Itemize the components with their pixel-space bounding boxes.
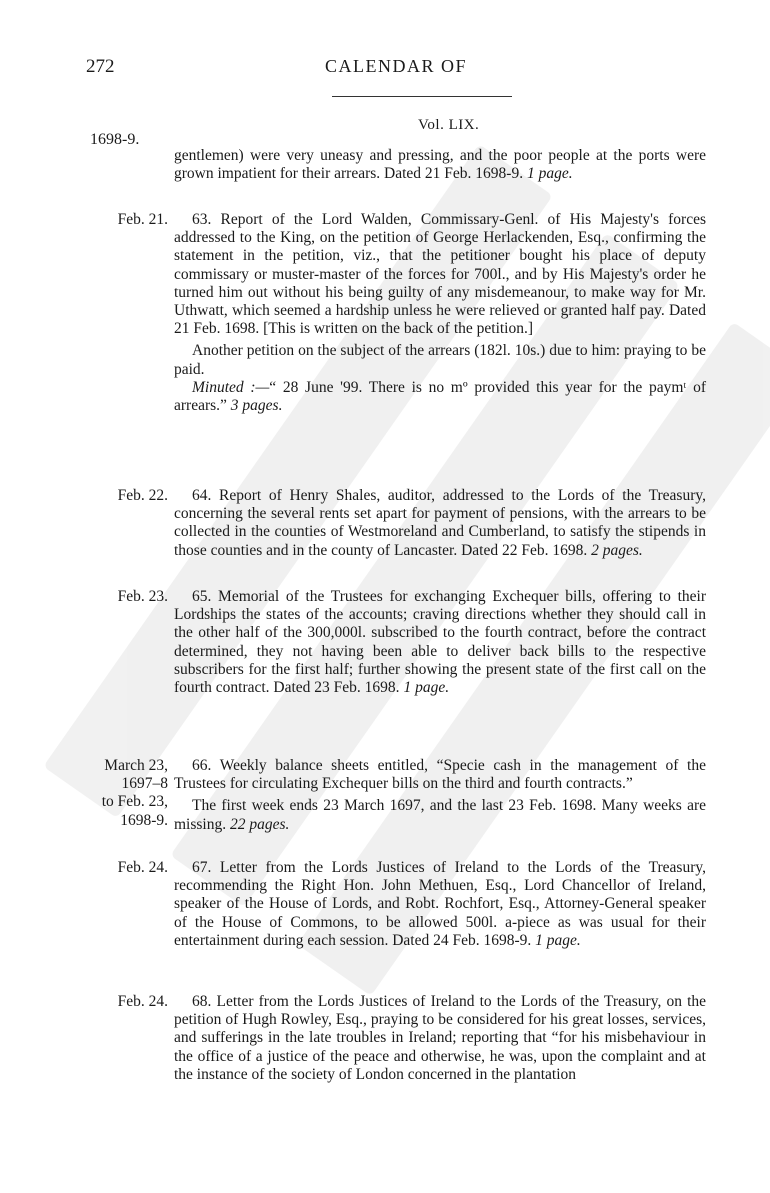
date-line: March 23,	[104, 757, 168, 774]
page-count: 22 pages.	[229, 815, 290, 833]
volume-label: Vol. LIX.	[418, 117, 480, 133]
running-title: CALENDAR OF	[325, 56, 468, 76]
year-label: 1698-9.	[90, 131, 140, 148]
entry-date-range	[76, 757, 168, 830]
entry-text: 67. Letter from the Lords Justices of Ireland to the Lords of the Treasury, recommending the Right Hon. John Methuen, Esq., Lord Chancellor of Ireland, speaker of the House of Lords, and Robt. Rochfort, Esq., Attorney-General speaker of the House of Commons, to be allowed 500l. a-piece as was usual for their entertainment during each session. Dated 24 Feb. 1698-9.	[174, 859, 706, 949]
entry-date: Feb. 22.	[117, 487, 168, 504]
entry-subtext: Another petition on the subject of the arrears (182l. 10s.) due to him: praying to be paid.	[174, 342, 706, 378]
page-count: 1 page.	[535, 931, 581, 949]
date-line: to Feb. 23,	[101, 793, 168, 811]
entry-text: 63. Report of the Lord Walden, Commissary-Genl. of His Majesty's forces addressed to the King, on the petition of George Herlackenden, Esq., confirming the statement in the petition, viz., that the petitioner bought his place of deputy commissary or muster-master of the forces for 700l., and by His Majesty's order he turned him out without his being guilty of any misdemeanour, to make way for Mr. Uthwatt, which seemed a hardship unless he were relieved or granted half pay. Dated 21 Feb. 1698. [This is written on the back of the petition.]	[174, 211, 706, 338]
page-count: 3 pages.	[230, 397, 283, 415]
entry-body	[174, 487, 706, 560]
entry-text: 68. Letter from the Lords Justices of Ireland to the Lords of the Treasury, on the petition of Hugh Rowley, Esq., praying to be considered for his great losses, services, and sufferings in the late troubles in Ireland; reporting that “for his misbehaviour in the office of a justice of the peace and otherwise, he was, upon the complaint and at the instance of the society of London concerned in the plantation	[174, 993, 706, 1083]
page-count: 1 page.	[526, 165, 573, 183]
entry-text: 64. Report of Henry Shales, auditor, addressed to the Lords of the Treasury, concerning the several rents set apart for payment of pensions, with the arrears to be collected in the counties of Westmoreland and Cumberland, to satisfy the stipends in those counties and in the county of Lancaster. Dated 22 Feb. 1698.	[174, 487, 706, 559]
entry-text: gentlemen) were very uneasy and pressing, and the poor people at the ports were grown impatient for their arrears. Dated 21 Feb. 1698-9.	[174, 147, 706, 183]
entry-body	[174, 588, 706, 697]
date-line: 1698-9.	[120, 811, 168, 829]
entry-body	[174, 757, 706, 834]
page-count: 2 pages.	[591, 541, 643, 559]
entry-subtext: The first week ends 23 March 1697, and the last 23 Feb. 1698. Many weeks are missing.	[174, 797, 706, 833]
page-header	[0, 56, 770, 86]
entry-date: Feb. 23.	[117, 588, 168, 605]
entry-date: Feb. 24.	[117, 859, 168, 876]
entry-text: 65. Memorial of the Trustees for exchanging Exchequer bills, offering to their Lordships the states of the accounts; craving directions whether they should call in the other half of the 300,000l. subscribed to the fourth contract, before the contract determined, they not having been able to deliver back bills to the respective subscribers for the first half; further showing the present state of the first call on the fourth contract. Dated 23 Feb. 1698.	[174, 588, 706, 697]
entry-body	[174, 859, 706, 950]
header-rule	[332, 96, 512, 97]
minuted-text: “ 28 June '99. There is no mº provided this year for the paymᵗ of arrears.”	[174, 378, 706, 415]
entry-date: Feb. 24.	[117, 993, 168, 1010]
entry-body	[174, 211, 706, 415]
minuted-label: Minuted :—	[192, 378, 270, 396]
entry-body	[174, 147, 706, 183]
date-line: 1697–8	[121, 775, 168, 793]
entry-date: Feb. 21.	[117, 211, 168, 228]
entry-text: 66. Weekly balance sheets entitled, “Specie cash in the management of the Trustees for circulating Exchequer bills on the third and fourth contracts.”	[174, 757, 706, 793]
page-number: 272	[86, 56, 115, 77]
page-count: 1 page.	[403, 679, 450, 697]
entry-body	[174, 993, 706, 1084]
